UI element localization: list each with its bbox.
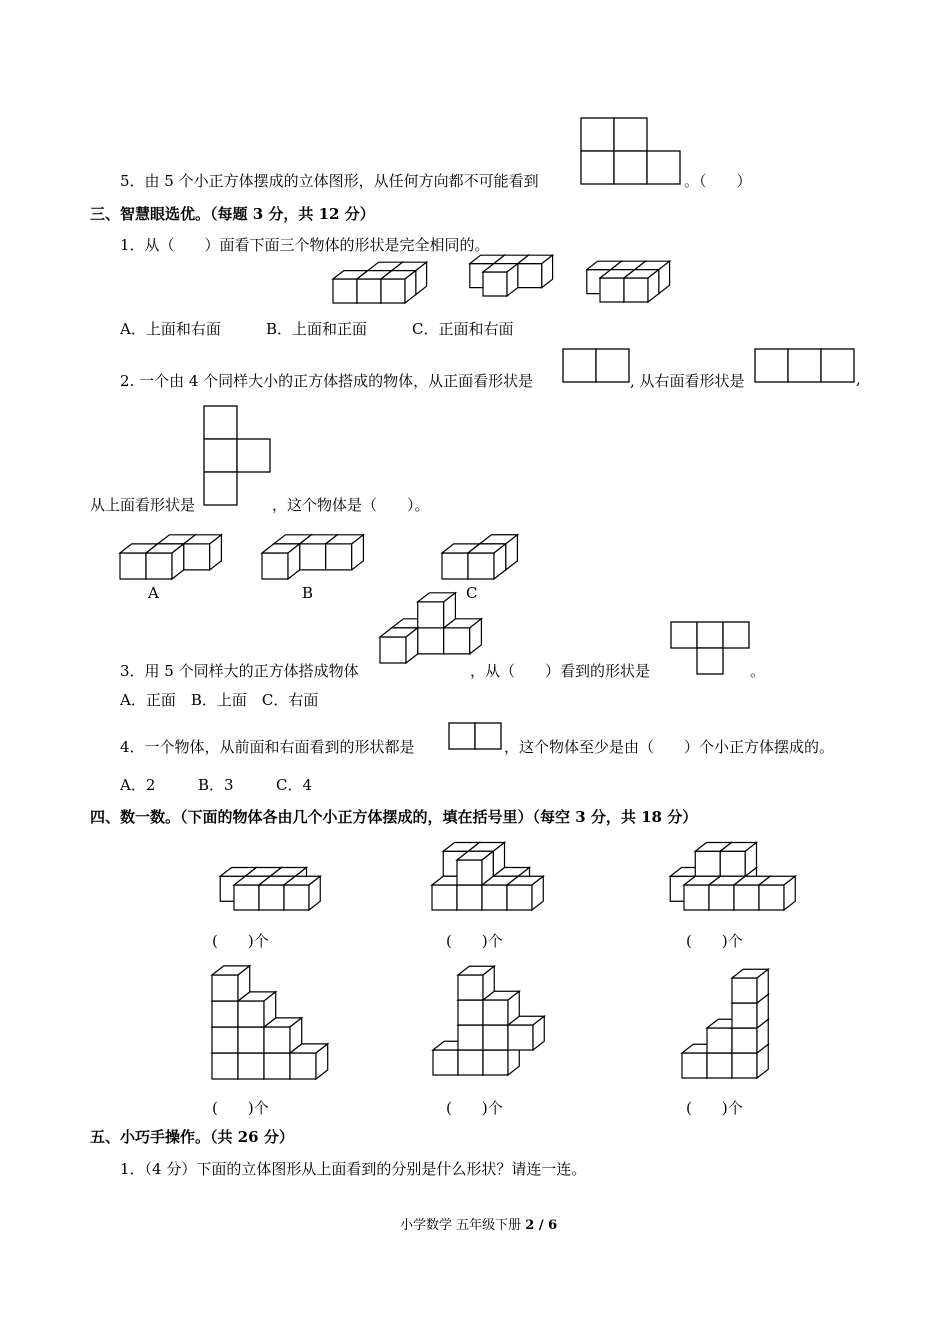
q5-answer-blank[interactable]: 。（ ）	[684, 172, 752, 190]
s3-q2-front-view	[562, 348, 632, 384]
s3q2-c-cube	[468, 544, 506, 579]
s3-q2-right-view	[754, 348, 858, 384]
footer-page-number: 2 / 6	[525, 1218, 558, 1233]
s3-q3-view-shape	[670, 621, 754, 677]
section3-title: 三、智慧眼选优。（每题 3 分，共 12 分）	[90, 205, 375, 223]
s3q1-fig2-cube	[483, 264, 518, 296]
s4-blank-6[interactable]: ( )个	[686, 1099, 743, 1117]
s3q3-cube	[418, 593, 456, 628]
s3q2-a-cube	[146, 544, 184, 579]
s3q1-fig3-cube	[624, 270, 659, 302]
s3-q3-text: 3．用 5 个同样大的正方体搭成物体	[120, 662, 359, 680]
s4-blank-4[interactable]: ( )个	[212, 1099, 269, 1117]
s4-blank-5[interactable]: ( )个	[446, 1099, 503, 1117]
s3-q2-comma: ,	[856, 370, 861, 388]
s3-q2-label-c[interactable]: C	[466, 584, 478, 602]
s4-fig2-cube	[507, 876, 543, 910]
s3-q2-text-question: ，这个物体是（ ）。	[272, 496, 430, 514]
s4-fig1-cube	[284, 876, 320, 910]
q5-text: 5．由 5 个小正方体摆成的立体图形，从任何方向都不可能看到	[120, 172, 539, 190]
s3-q2-top-view	[203, 405, 273, 509]
s3q2-b-cube	[262, 544, 300, 579]
s3-q2-text-right: , 从右面看形状是	[630, 372, 745, 390]
s3-q4-option-b[interactable]: B．3	[198, 776, 234, 794]
s3-q2-text-top: 从上面看形状是	[90, 496, 196, 514]
s3-q4-text: 4．一个物体，从前面和右面看到的形状都是	[120, 738, 415, 756]
s3q2-a-cube	[184, 535, 222, 570]
s3-q2-label-a[interactable]: A	[148, 584, 159, 602]
s4-fig5-cube	[458, 966, 494, 1000]
s3q3-cube	[380, 628, 418, 663]
section5-title: 五、小巧手操作。（共 26 分）	[90, 1128, 294, 1146]
s4-blank-3[interactable]: ( )个	[686, 932, 743, 950]
s3-q4-view-shape	[448, 722, 504, 752]
s3-q4-text-2: ，这个物体至少是由（ ）个小正方体摆成的。	[504, 738, 835, 756]
s4-fig2-cube	[457, 851, 493, 885]
s3-q1-text: 1．从（ ）面看下面三个物体的形状是完全相同的。	[120, 236, 490, 254]
section4-title: 四、数一数。（下面的物体各由几个小正方体摆成的，填在括号里）（每空 3 分，共 18 分）	[90, 808, 698, 826]
s3q1-fig2-cube	[518, 255, 553, 287]
s4-blank-2[interactable]: ( )个	[446, 932, 503, 950]
s3-q3-period: 。	[750, 662, 766, 680]
page-footer	[400, 1214, 557, 1233]
footer-text: 小学数学 五年级下册	[400, 1218, 526, 1233]
s4-fig3-cube	[720, 843, 756, 877]
s3q1-fig1-cube	[381, 271, 416, 303]
s4-blank-1[interactable]: ( )个	[212, 932, 269, 950]
s3-q3-options: A．正面 B．上面 C．右面	[120, 691, 319, 709]
s4-fig6-cube	[732, 969, 768, 1003]
s3-q1-option-c[interactable]: C．正面和右面	[412, 320, 514, 338]
s3-q4-option-a[interactable]: A．2	[120, 776, 156, 794]
s5-q1-text: 1．（4 分）下面的立体图形从上面看到的分别是什么形状？请连一连。	[120, 1160, 587, 1178]
s3-q3-text-2: ，从（ ）看到的形状是	[470, 662, 651, 680]
s3-q2-text-front: 2. 一个由 4 个同样大小的正方体搭成的物体，从正面看形状是	[120, 372, 534, 390]
s3-q1-option-b[interactable]: B．上面和正面	[266, 320, 368, 338]
s3-q4-option-c[interactable]: C．4	[276, 776, 313, 794]
s4-fig4-cube	[212, 966, 250, 1001]
s3-q1-option-a[interactable]: A．上面和右面	[120, 320, 221, 338]
s3q2-b-cube	[326, 535, 364, 570]
s4-fig3-cube	[759, 876, 795, 910]
s3-q2-label-b[interactable]: B	[302, 584, 314, 602]
